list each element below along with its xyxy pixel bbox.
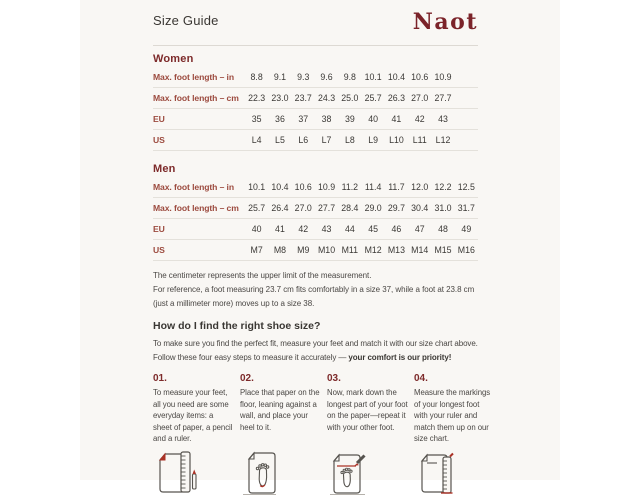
size-value: 25.7: [364, 93, 382, 103]
size-value: L6: [298, 135, 309, 145]
size-value: 40: [251, 224, 262, 234]
size-value: M8: [273, 245, 287, 255]
women-table-row-3: [153, 109, 478, 130]
paper-ruler-pencil-icon: [153, 449, 199, 497]
steps-row: [153, 373, 491, 445]
guide-intro: [153, 337, 478, 364]
size-value: 26.4: [271, 203, 289, 213]
size-guide-content: [153, 0, 491, 497]
size-value: 36: [275, 114, 285, 124]
size-value: 40: [368, 114, 379, 124]
guide-heading: How do I find the right shoe size?: [153, 320, 321, 332]
size-value: M7: [250, 245, 263, 255]
step-number: 02.: [240, 373, 254, 384]
size-value: 9.3: [297, 72, 310, 82]
size-value: L9: [368, 135, 379, 145]
women-table-row-4: [153, 130, 478, 151]
size-value: 27.0: [411, 93, 429, 103]
row-label: EU: [153, 224, 165, 234]
row-label: US: [153, 245, 165, 255]
women-table-row-2: [153, 88, 478, 109]
size-value: 43: [321, 224, 332, 234]
size-value: 35: [251, 114, 262, 124]
size-value: 10.4: [271, 182, 289, 192]
men-table-row-2: [153, 198, 478, 219]
paper-ruler-measure-icon: [414, 449, 460, 497]
size-value: 39: [344, 114, 355, 124]
guide-intro-text: To make sure you find the perfect fit, measure your feet and match it with our size chart above. Follow these four easy steps to measure it accurately —: [153, 339, 478, 362]
size-value: M16: [457, 245, 475, 255]
size-value: L8: [344, 135, 355, 145]
step-1: [153, 373, 240, 445]
size-value: M10: [317, 245, 336, 255]
size-value: 30.4: [411, 203, 429, 213]
size-value: L11: [412, 135, 427, 145]
size-value: 27.7: [317, 203, 336, 213]
step-1-illustration: [153, 449, 240, 497]
paper-footprint-heel-icon: [240, 449, 286, 497]
row-label: Max. foot length – in: [153, 182, 234, 192]
step-4: [414, 373, 501, 445]
size-value: L5: [275, 135, 285, 145]
size-value: 29.7: [387, 203, 405, 213]
size-value: 23.0: [271, 93, 289, 103]
women-size-table: [153, 67, 478, 151]
size-value: 42: [414, 114, 425, 124]
size-value: 41: [275, 224, 285, 234]
size-value: M11: [341, 245, 359, 255]
step-number: 01.: [153, 373, 167, 384]
size-guide-panel: [80, 0, 560, 480]
size-value: 10.6: [411, 72, 429, 82]
size-value: 11.7: [388, 182, 405, 192]
size-value: 12.2: [434, 182, 452, 192]
size-value: 12.5: [457, 182, 475, 192]
step-2: [240, 373, 327, 445]
men-section-heading: Men: [153, 163, 176, 175]
size-value: 31.0: [434, 203, 452, 213]
step-number: 03.: [327, 373, 341, 384]
size-value: M12: [364, 245, 382, 255]
size-value: 10.4: [387, 72, 405, 82]
size-value: M9: [297, 245, 310, 255]
step-text: To measure your feet, all you need are some everyday items: a sheet of paper, a pencil and a ruler.: [153, 388, 233, 443]
step-4-illustration: [414, 449, 501, 497]
note-line-1: The centimeter represents the upper limit of the measurement.: [153, 271, 372, 280]
row-label: Max. foot length – in: [153, 72, 234, 82]
size-value: 46: [391, 224, 402, 234]
size-value: 29.0: [364, 203, 382, 213]
size-value: 10.9: [434, 72, 452, 82]
size-value: 12.0: [411, 182, 429, 192]
size-value: 10.9: [317, 182, 336, 192]
men-table-row-4: [153, 240, 478, 261]
size-value: 44: [344, 224, 355, 234]
size-value: 31.7: [457, 203, 475, 213]
naot-logo: Naot: [412, 9, 478, 35]
note-line-2: For reference, a foot measuring 23.7 cm fits comfortably in a size 37, while a foot at 23.8 cm (just a millimeter more) moves up to a size 38.: [153, 285, 475, 308]
page-title: Size Guide: [153, 13, 219, 28]
size-value: 43: [438, 114, 448, 124]
size-value: 10.6: [294, 182, 312, 192]
size-value: 23.7: [294, 93, 312, 103]
step-text: Place that paper on the floor, leaning against a wall, and place your heel to it.: [240, 388, 320, 432]
men-size-table: [153, 177, 478, 261]
size-value: 9.8: [343, 72, 356, 82]
size-value: 24.3: [317, 93, 336, 103]
size-value: 25.7: [248, 203, 266, 213]
size-value: 10.1: [248, 182, 266, 192]
step-text: Measure the markings of your longest foot with your ruler and match them up on our size chart.: [414, 388, 491, 443]
size-value: 9.1: [273, 72, 287, 82]
size-value: L7: [321, 135, 332, 145]
step-3-illustration: [327, 449, 414, 497]
size-value: 27.0: [294, 203, 312, 213]
measurement-note: [153, 269, 478, 311]
size-value: L10: [389, 135, 404, 145]
size-value: 42: [298, 224, 309, 234]
header: [153, 0, 478, 46]
women-table-row-1: [153, 67, 478, 88]
size-value: 47: [414, 224, 425, 234]
guide-intro-bold: your comfort is our priority!: [348, 352, 452, 362]
size-value: 8.8: [250, 72, 263, 82]
row-label: Max. foot length – cm: [153, 93, 239, 103]
step-2-illustration: [240, 449, 327, 497]
size-value: 9.6: [320, 72, 333, 82]
size-value: 37: [298, 114, 309, 124]
size-value: L4: [251, 135, 262, 145]
row-label: US: [153, 135, 165, 145]
step-number: 04.: [414, 373, 428, 384]
men-table-row-1: [153, 177, 478, 198]
step-3: [327, 373, 414, 445]
size-value: 26.3: [387, 93, 405, 103]
step-illustrations-row: [153, 449, 478, 497]
size-value: M14: [411, 245, 429, 255]
size-value: 10.1: [364, 72, 382, 82]
size-value: M15: [434, 245, 452, 255]
size-value: M13: [387, 245, 405, 255]
size-value: 41: [391, 114, 402, 124]
women-section-heading: Women: [153, 53, 194, 65]
size-value: 11.4: [364, 182, 382, 192]
paper-footprint-mark-icon: [327, 449, 373, 497]
size-value: 48: [438, 224, 448, 234]
size-value: 22.3: [248, 93, 266, 103]
row-label: EU: [153, 114, 165, 124]
row-label: Max. foot length – cm: [153, 203, 239, 213]
step-text: Now, mark down the longest part of your foot on the paper—repeat it with your other foot.: [327, 388, 408, 432]
size-value: 45: [368, 224, 379, 234]
size-value: 27.7: [434, 93, 452, 103]
size-value: 25.0: [341, 93, 359, 103]
size-value: L12: [435, 135, 451, 145]
size-value: 11.2: [341, 182, 359, 192]
size-value: 28.4: [341, 203, 359, 213]
size-value: 38: [321, 114, 332, 124]
size-value: 49: [461, 224, 472, 234]
men-table-row-3: [153, 219, 478, 240]
